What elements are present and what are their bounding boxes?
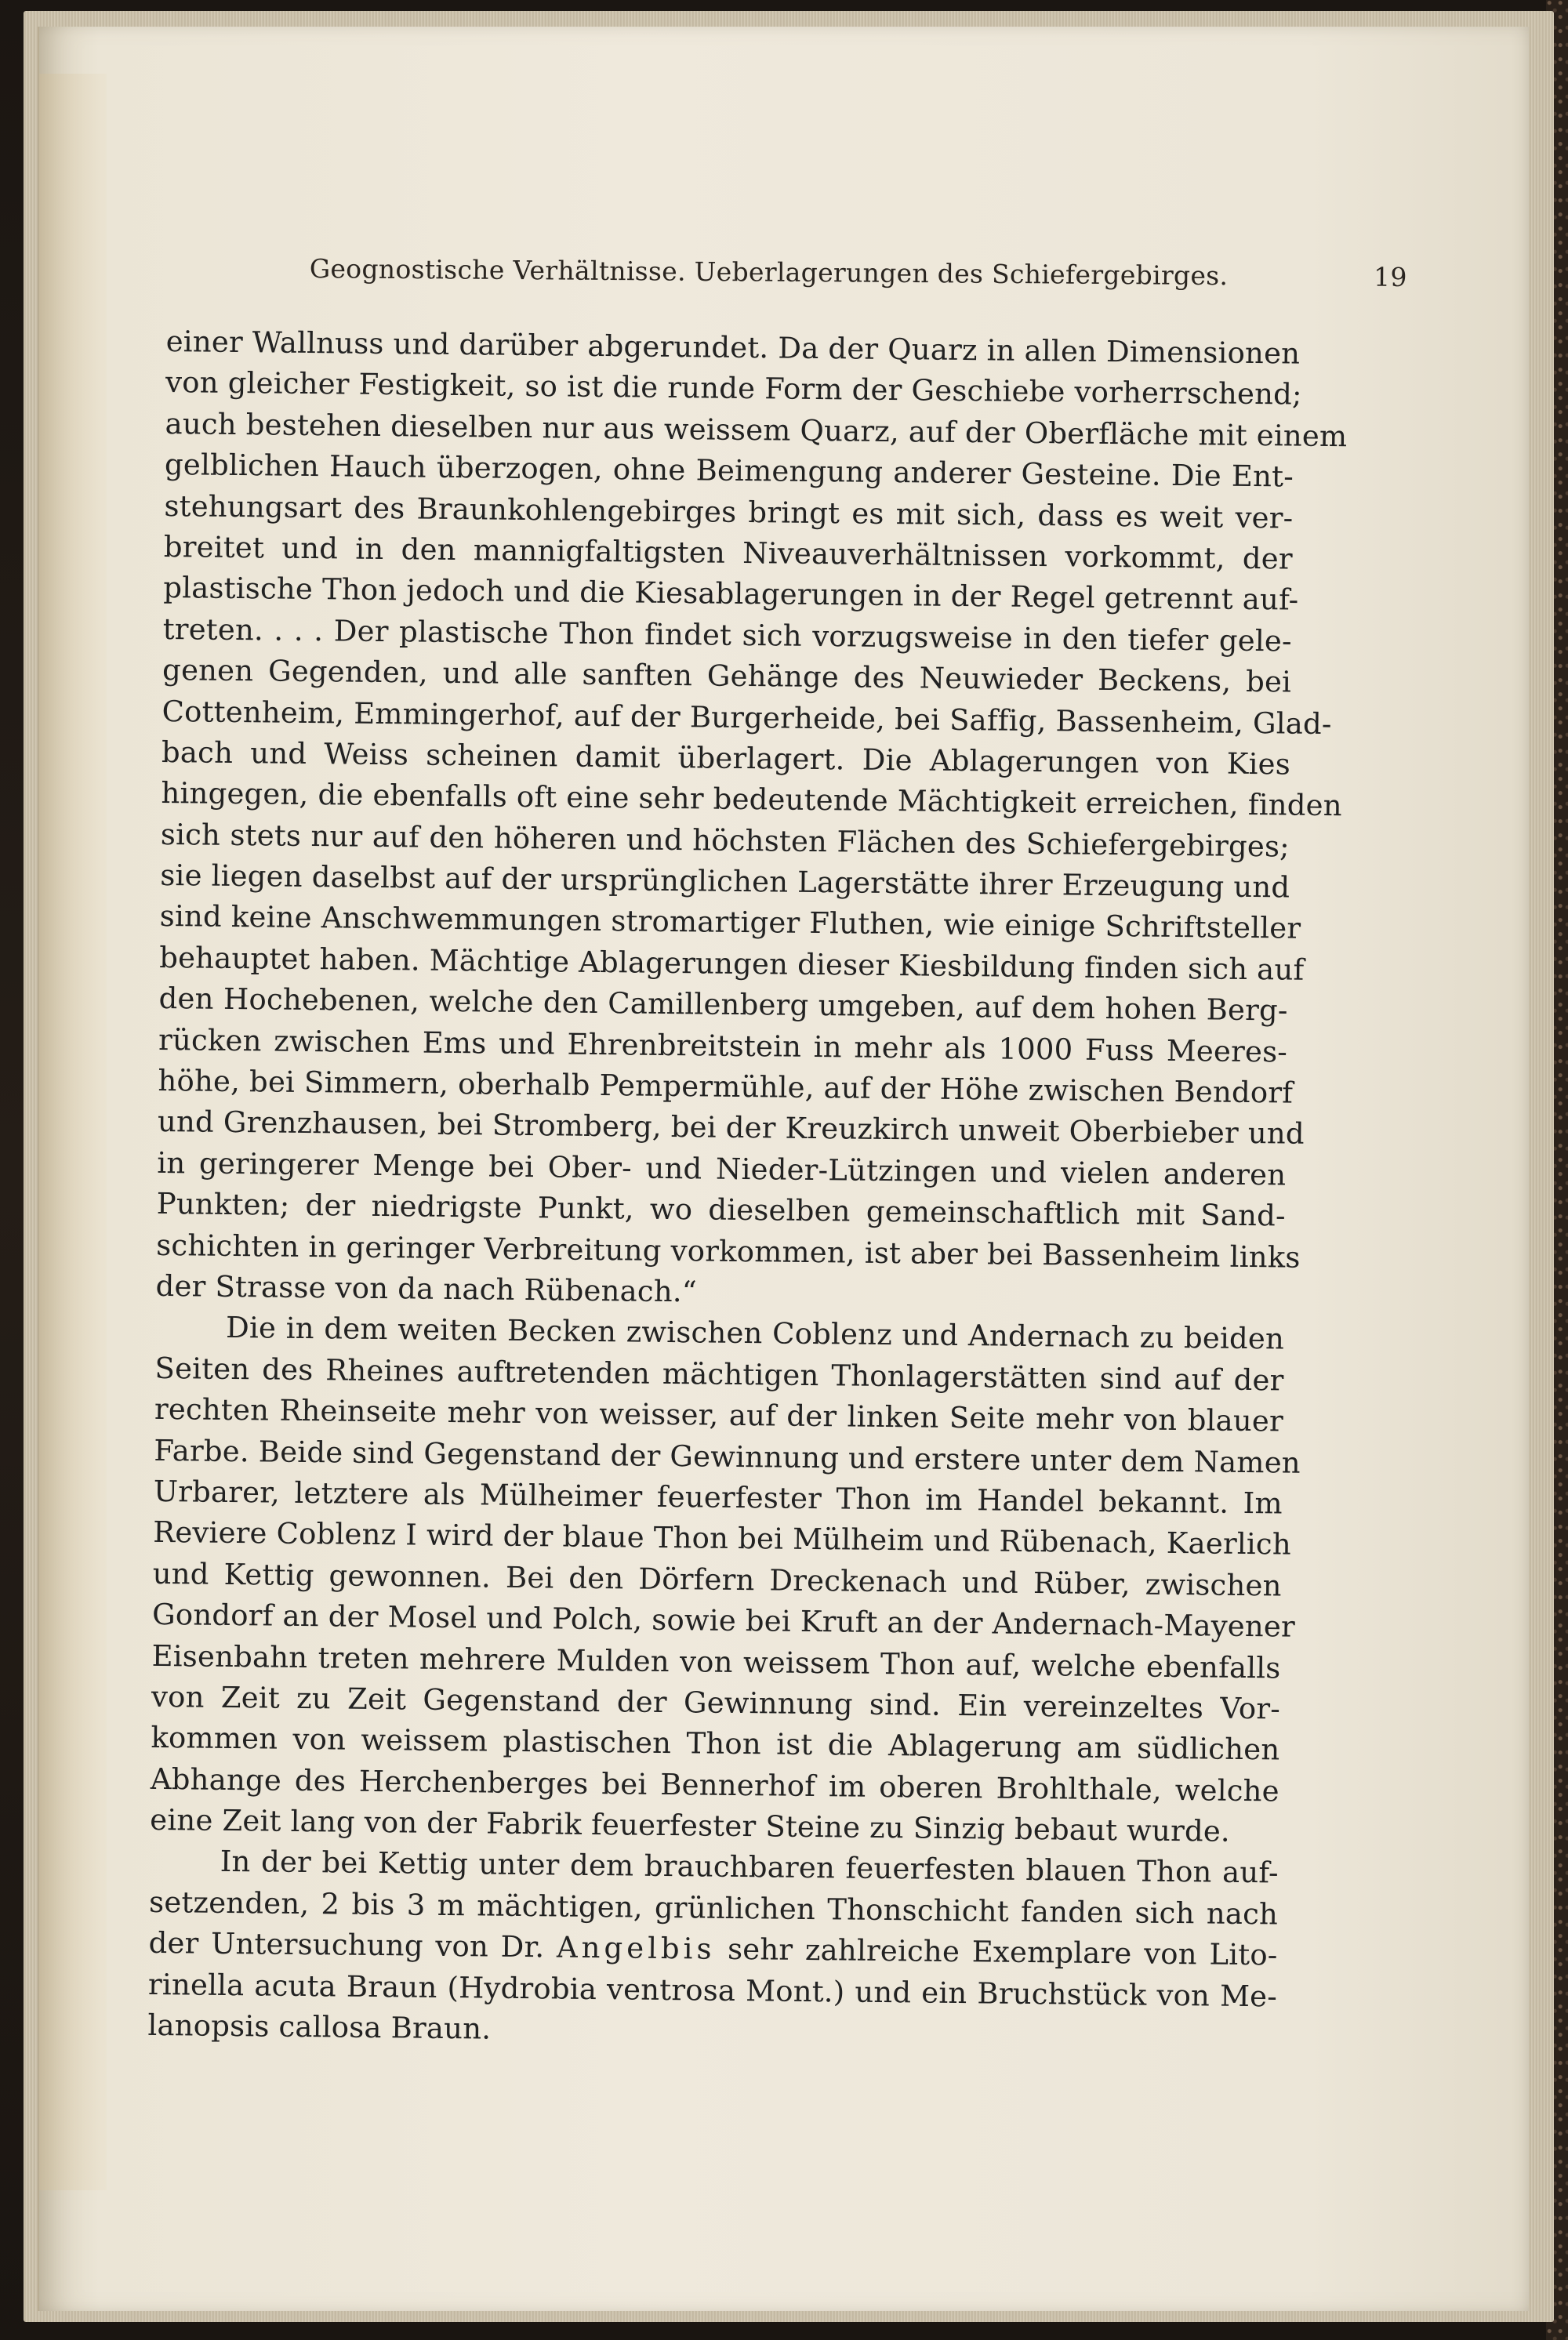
text-line: in geringerer Menge bei Ober- und Nieder-Lützingen und vielen anderen bbox=[157, 1145, 1287, 1192]
text-line: Seiten des Rheines auftretenden mächtigen Thonlagerstätten sind auf der bbox=[154, 1351, 1284, 1398]
running-header bbox=[310, 247, 1407, 303]
author-name-spaced: Angelbis bbox=[556, 1930, 716, 1966]
text-line: den Hochebenen, welche den Camillenberg umgeben, auf dem hohen Berg- bbox=[158, 981, 1288, 1028]
binding-gutter bbox=[39, 74, 107, 2190]
text-line: hingegen, die ebenfalls oft eine sehr bedeutende Mächtigkeit erreichen, finden bbox=[161, 776, 1343, 823]
text-line: höhe, bei Simmern, oberhalb Pempermühle, auf der Höhe zwischen Bendorf bbox=[158, 1063, 1294, 1110]
text-line: Punkten; der niedrigste Punkt, wo dieselben gemeinschaftlich mit Sand- bbox=[156, 1187, 1286, 1233]
text-line: rechten Rheinseite mehr von weisser, auf der linken Seite mehr von blauer bbox=[154, 1392, 1284, 1438]
paragraph-2 bbox=[150, 1307, 1301, 1853]
text-line: sich stets nur auf den höheren und höchsten Flächen des Schiefergebirges; bbox=[160, 817, 1290, 864]
text-line: und Grenzhausen, bei Stromberg, bei der Kreuzkirch unweit Oberbieber und bbox=[157, 1105, 1305, 1152]
running-title: Geognostische Verhältnisse. Ueberlagerungen des Schiefergebirges. bbox=[309, 252, 1229, 292]
text-line: eine Zeit lang von der Fabrik feuerfester Steine zu Sinzig bebaut wurde. bbox=[150, 1802, 1231, 1848]
text-line: rücken zwischen Ems und Ehrenbreitstein in mehr als 1000 Fuss Meeres- bbox=[158, 1022, 1288, 1069]
text-line: der Strasse von da nach Rübenach.“ bbox=[155, 1268, 698, 1309]
text-line: sie liegen daselbst auf der ursprünglichen Lagerstätte ihrer Erzeugung und bbox=[160, 858, 1290, 905]
text-line: treten. . . . Der plastische Thon findet sich vorzugsweise in den tiefer gele- bbox=[162, 611, 1292, 658]
body-text bbox=[147, 321, 1348, 2059]
text-line: Urbarer, letztere als Mülheimer feuerfester Thon im Handel bekannt. Im bbox=[153, 1474, 1283, 1521]
text-line: und Kettig gewonnen. Bei den Dörfern Dreckenach und Rüber, zwischen bbox=[152, 1556, 1282, 1603]
text-line: genen Gegenden, und alle sanften Gehänge des Neuwieder Beckens, bei bbox=[162, 653, 1292, 699]
paragraph-1 bbox=[155, 321, 1348, 1319]
text-line: In der bei Kettig unter dem brauchbaren feuerfesten blauen Thon auf- bbox=[220, 1845, 1279, 1890]
text-line: stehungsart des Braunkohlengebirges bringt es mit sich, dass es weit ver- bbox=[164, 488, 1294, 535]
text-line: Reviere Coblenz I wird der blaue Thon bei Mülheim und Rübenach, Kaerlich bbox=[153, 1515, 1292, 1562]
text-line: Abhange des Herchenberges bei Bennerhof im oberen Brohlthale, welche bbox=[150, 1761, 1280, 1809]
text-line: kommen von weissem plastischen Thon ist die Ablagerung am südlichen bbox=[151, 1721, 1280, 1767]
text-line: rinella acuta Braun (Hydrobia ventrosa Mont.) und ein Bruchstück von Me- bbox=[147, 1967, 1278, 2014]
text-fragment: sehr zahlreiche Exemplare von Lito- bbox=[727, 1932, 1278, 1972]
text-line: breitet und in den mannigfaltigsten Niveauverhältnissen vorkommt, der bbox=[163, 529, 1294, 576]
text-line: schichten in geringer Verbreitung vorkommen, ist aber bei Bassenheim links bbox=[156, 1228, 1301, 1275]
text-line: von gleicher Festigkeit, so ist die runde Form der Geschiebe vorherrschend; bbox=[165, 365, 1302, 412]
text-line: auch bestehen dieselben nur aus weissem Quarz, auf der Oberfläche mit einem bbox=[165, 406, 1348, 454]
text-line: plastische Thon jedoch und die Kiesablagerungen in der Regel getrennt auf- bbox=[163, 571, 1299, 617]
text-line: Gondorf an der Mosel und Polch, sowie bei Kruft an der Andernach-Mayener bbox=[151, 1598, 1296, 1644]
text-line: Die in dem weiten Becken zwischen Coblenz und Andernach zu beiden bbox=[225, 1311, 1285, 1356]
page-number: 19 bbox=[1373, 261, 1407, 292]
text-line: setzenden, 2 bis 3 m mächtigen, grünlichen Thonschicht fanden sich nach bbox=[148, 1885, 1279, 1932]
text-line: Cottenheim, Emmingerhof, auf der Burgerheide, bei Saffig, Bassenheim, Glad- bbox=[162, 694, 1332, 741]
text-line: von Zeit zu Zeit Gegenstand der Gewinnung sind. Ein vereinzeltes Vor- bbox=[151, 1679, 1281, 1726]
text-line: lanopsis callosa Braun. bbox=[147, 2008, 492, 2046]
text-line: gelblichen Hauch überzogen, ohne Beimengung anderer Gesteine. Die Ent- bbox=[164, 448, 1294, 494]
text-line: einer Wallnuss und darüber abgerundet. Da der Quarz in allen Dimensionen bbox=[165, 324, 1301, 371]
text-line: Eisenbahn treten mehrere Mulden von weissem Thon auf, welche ebenfalls bbox=[151, 1638, 1281, 1685]
text-line: behauptet haben. Mächtige Ablagerungen dieser Kiesbildung finden sich auf bbox=[158, 940, 1305, 987]
text-fragment: der Untersuchung von Dr. bbox=[148, 1926, 545, 1965]
text-line: Farbe. Beide sind Gegenstand der Gewinnung und erstere unter dem Namen bbox=[154, 1433, 1301, 1480]
text-line: sind keine Anschwemmungen stromartiger Fluthen, wie einige Schriftsteller bbox=[159, 899, 1301, 946]
text-line: bach und Weiss scheinen damit überlagert. Die Ablagerungen von Kies bbox=[161, 735, 1291, 782]
paragraph-3 bbox=[147, 1841, 1279, 2059]
